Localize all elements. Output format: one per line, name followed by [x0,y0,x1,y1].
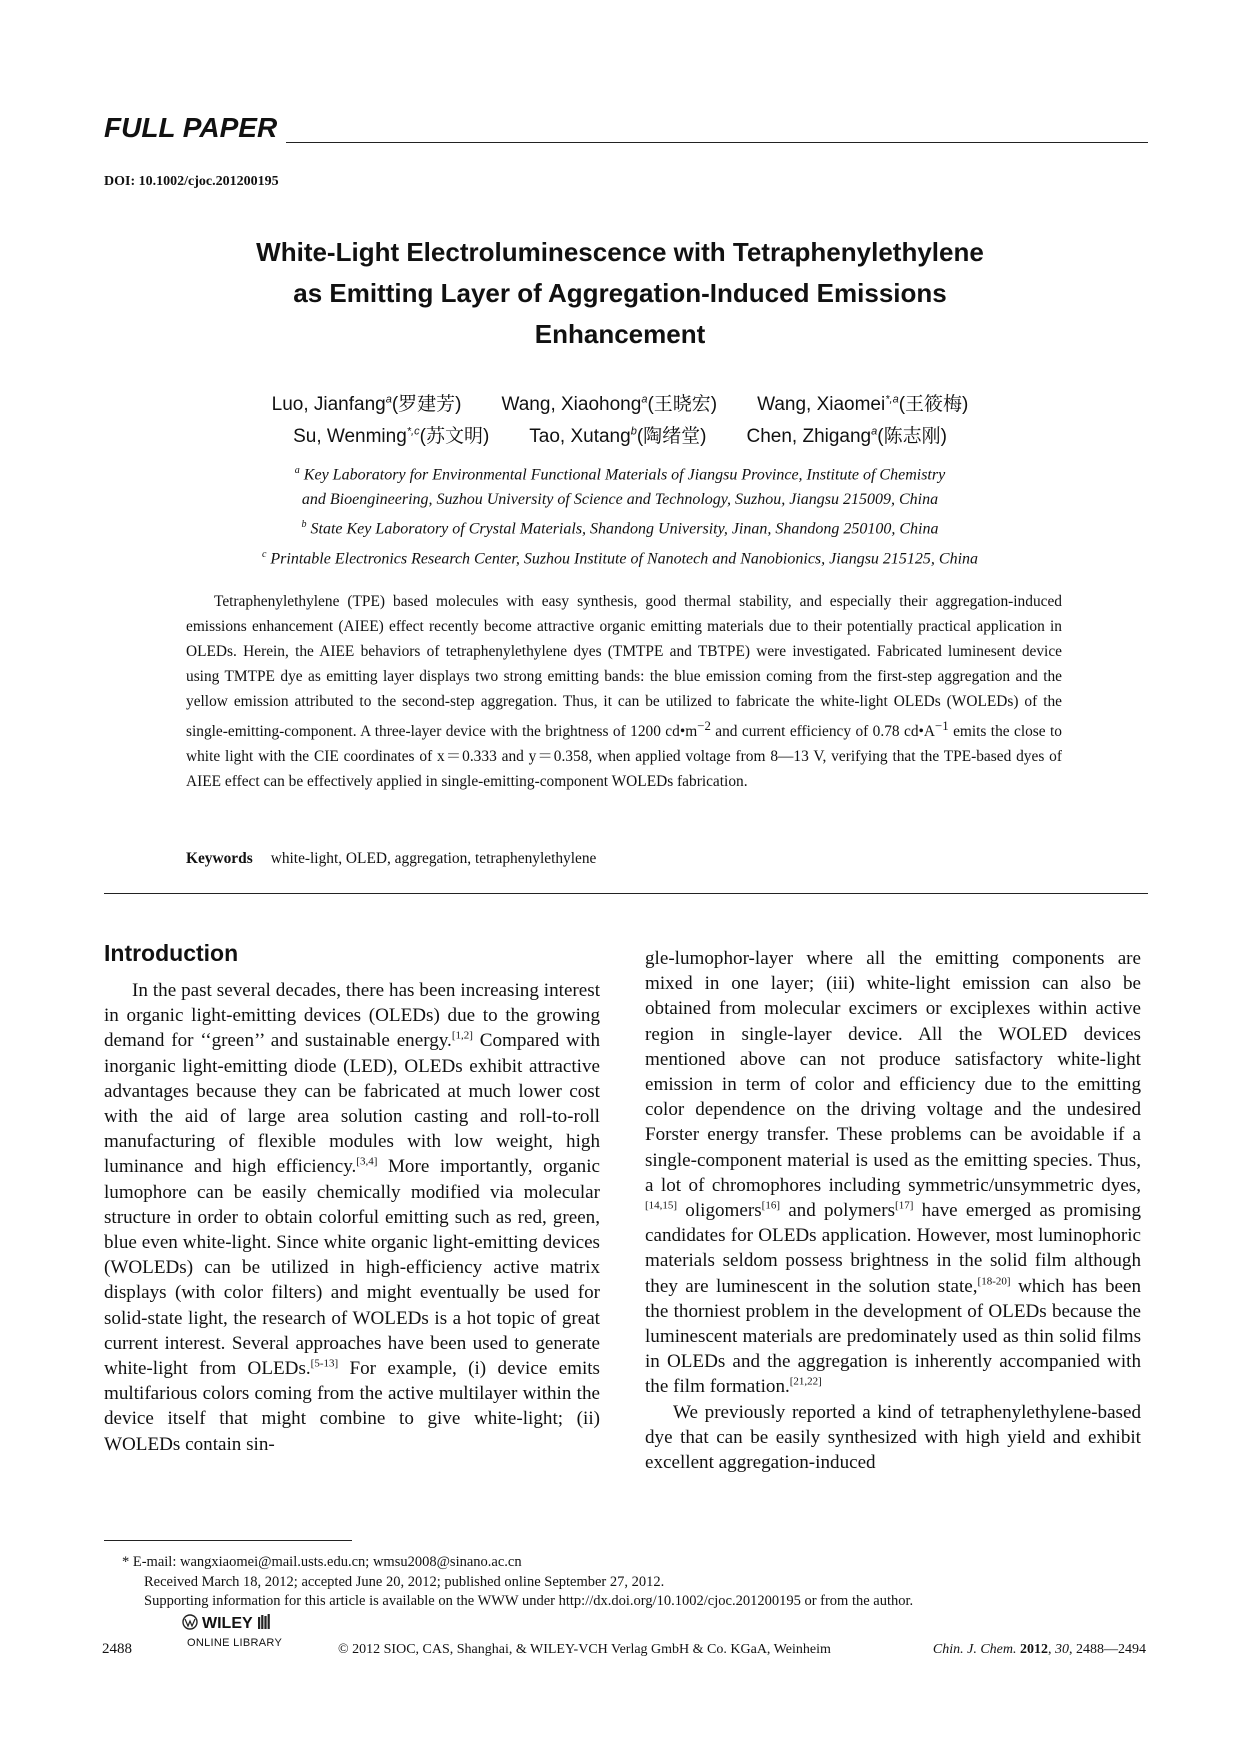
doi: DOI: 10.1002/cjoc.201200195 [104,174,279,189]
footnote-supporting: Supporting information for this article is available on the WWW under http://dx.doi.org/10.1002/cjoc.201200195 or from the author. [144,1593,914,1609]
footnote-received: Received March 18, 2012; accepted June 20, 2012; published online September 27, 2012. [144,1573,665,1590]
citation[interactable]: [17] [895,1199,914,1212]
author-list [140,386,1100,450]
title-line-3: Enhancement [534,319,706,349]
affiliations [120,458,1120,571]
copyright: © 2012 SIOC, CAS, Shanghai, & WILEY-VCH Verlag GmbH & Co. KGaA, Weinheim [338,1642,831,1657]
wiley-logo-icon [182,1614,202,1630]
section-divider [104,893,1148,894]
keywords [186,850,596,868]
author: Tao, Xutang$^b$(陶绪堂) [529,425,707,447]
title-line-1: White-Light Electroluminescence with Tetraphenylethylene [256,237,984,267]
keywords-label: Keywords [186,850,253,867]
citation[interactable]: [5-13] [310,1357,339,1370]
keywords-text: white-light, OLED, aggregation, tetraphenylethylene [270,850,597,867]
affiliation-b: $^b$ State Key Laboratory of Crystal Materials, Shandong University, Jinan, Shandong 250100, China [301,519,939,538]
author: Su, Wenming$^{*,c}$(苏文明) [293,425,490,447]
author: Wang, Xiaohong$^a$(王晓宏) [501,393,718,415]
paragraph: In the past several decades, there has been increasing interest in organic light-emitting devices (OLEDs) due to the growing demand for ‘‘green’’ and sustainable energy.[1,2] Compared with inorganic light-emitting diode (LED), OLEDs exhibit attractive advantages because they can be fabricated at much lower cost with the aid of large area solution casting and roll-to-roll manufacturing of flexible modules with low weight, high luminance and high efficiency.[3,4] More importantly, organic lumophore can be easily chemically modified via molecular structure in order to obtain colorful emitting such as red, green, blue even white-light. Since white organic light-emitting devices (WOLEDs) can be utilized in high-efficiency active matrix displays (with color filters) and might eventually be used for solid-state light, the research of WOLEDs is a hot topic of great current interest. Several approaches have been used to generate white-light from OLEDs.[5-13] For example, (i) device emits multifarious colors coming from the active multilayer within the device itself that might combine to give white-light; (ii) WOLEDs contain sin- [104,980,601,1455]
citation[interactable]: [18-20] [977,1275,1011,1288]
footnote-email: * E-mail: wangxiaomei@mail.usts.edu.cn; wmsu2008@sinano.ac.cn [122,1554,522,1570]
wiley-wordmark: WILEY [182,1614,273,1633]
affiliation-c: $^c$ Printable Electronics Research Center, Suzhou Institute of Nanotech and Nanobionics, Jiangsu 215125, China [261,548,979,567]
citation[interactable]: [1,2] [451,1030,473,1043]
footnote-rule [104,1540,352,1541]
citation[interactable]: [14,15] [645,1199,678,1212]
body-column-right [645,946,1141,1475]
author-row [140,386,1100,418]
title-line-2: as Emitting Layer of Aggregation-Induced Emissions [293,278,947,308]
journal-citation: Chin. J. Chem. 2012, 30, 2488—2494 [932,1642,1146,1657]
affiliation-a: $^a$ Key Laboratory for Environmental Functional Materials of Jiangsu Province, Institute of Chemistry [294,465,946,484]
running-header [104,112,1148,146]
citation[interactable]: [21,22] [789,1376,822,1389]
author: Wang, Xiaomei$^{*,a}$(王筱梅) [757,393,969,415]
footnotes [122,1553,1122,1612]
citation[interactable]: [16] [761,1199,780,1212]
publisher-logo [182,1614,292,1656]
paragraph: We previously reported a kind of tetraphenylethylene-based dye that can be easily synthesized with high yield and exhibit excellent aggregation-induced [645,1401,1141,1474]
section-label: FULL PAPER [104,112,278,143]
author: Luo, Jianfang$^a$(罗建芳) [271,393,462,415]
library-books-icon [257,1614,273,1630]
author-row [140,418,1100,450]
author: Chen, Zhigang$^a$(陈志刚) [746,425,947,447]
abstract: Tetraphenylethylene (TPE) based molecules with easy synthesis, good thermal stability, and especially their aggregation-induced emissions enhancement (AIEE) effect recently become attractive organic emitting materials due to their potentially practical application in OLEDs. Herein, the AIEE behaviors of tetraphenylethylene dyes (TMTPE and TBTPE) were investigated. Fabricated luminesent device using TMTPE dye as emitting layer displays two strong emitting bands: the blue emission coming from the first-step aggregation and the yellow emission attributed to the second-step aggregation. Thus, it can be utilized to fabricate the white-light OLEDs (WOLEDs) of the single-emitting-component. A three-layer device with the brightness of 1200 $cd•m^{-2}$ and current efficiency of 0.78 $cd•A^{-1}$ emits the close to white light with the CIE coordinates of x＝0.333 and y＝0.358, when applied voltage from 8—13 V, verifying that the TPE-based dyes of AIEE effect can be effectively applied in single-emitting-component WOLEDs fabrication. [186,593,1062,791]
online-library-label: ONLINE LIBRARY [187,1637,283,1649]
paper-title [180,232,1060,355]
paragraph: gle-lumophor-layer where all the emitting components are mixed in one layer; (iii) white-light emission can also be obtained from molecular excimers or exciplexes within active region in single-layer device. All the WOLED devices mentioned above can not produce satisfactory white-light emission in term of color and efficiency due to the emitting color dependence on the driving voltage and the undesired Forster energy transfer. These problems can be avoidable if a single-component material is used as the emitting species. Thus, a lot of chromophores including symmetric/unsymmetric dyes,[14,15] oligomers[16] and polymers[17] have emerged as promising candidates for OLEDs application. However, most luminophoric materials seldom possess brightness in the solid film although they are luminescent in the solution state,[18-20] which has been the thorniest problem in the development of OLEDs because the luminescent materials are predominately used as thin solid films in OLEDs and the aggregation is inherently accompanied with the film formation.[21,22] [645,948,1141,1398]
citation[interactable]: [3,4] [356,1156,378,1169]
header-rule [286,142,1148,143]
body-column-left [104,978,600,1457]
page-number: 2488 [102,1641,132,1657]
section-heading: Introduction [104,940,239,966]
affiliation-a-cont: and Bioengineering, Suzhou University of Science and Technology, Suzhou, Jiangsu 215009, China [301,491,939,509]
